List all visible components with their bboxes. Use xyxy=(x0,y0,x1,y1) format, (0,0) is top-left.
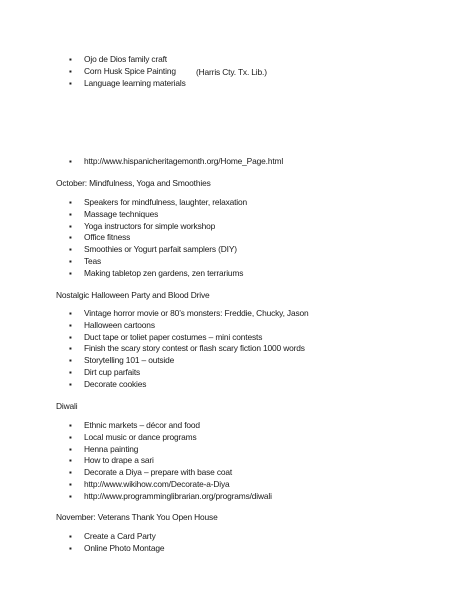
list-item xyxy=(68,308,309,320)
section-heading-november: November: Veterans Thank You Open House xyxy=(56,512,218,522)
list-item-text: Halloween cartoons xyxy=(84,319,155,330)
list-item-link[interactable]: http://www.wikihow.com/Decorate-a-Diya xyxy=(84,478,230,489)
list-item xyxy=(68,268,247,280)
list-item xyxy=(68,367,309,379)
list-item xyxy=(68,467,272,479)
bullet-icon: ▪ xyxy=(69,491,72,501)
bullet-icon: ▪ xyxy=(69,256,72,266)
section-heading-halloween: Nostalgic Halloween Party and Blood Drive xyxy=(56,290,210,300)
bullet-icon: ▪ xyxy=(69,532,72,541)
list-item-text: Making tabletop zen gardens, zen terrariums xyxy=(84,267,244,278)
list-item xyxy=(68,256,247,268)
heritage-link-list xyxy=(68,156,283,168)
list-item-text: Corn Husk Spice Painting xyxy=(84,65,176,76)
list-item xyxy=(68,197,247,209)
list-item-text: Language learning materials xyxy=(84,77,186,88)
bullet-icon: ▪ xyxy=(69,344,72,354)
list-item-link[interactable]: http://www.hispanicheritagemonth.org/Home_Page.html xyxy=(84,156,284,166)
list-item-link[interactable]: http://www.programminglibrarian.org/programs/diwali xyxy=(84,490,272,501)
list-item-text: Create a Card Party xyxy=(84,531,156,541)
list-item-text: How to drape a sari xyxy=(84,455,154,466)
section-heading-diwali: Diwali xyxy=(56,401,78,411)
list-item xyxy=(68,432,272,444)
bullet-icon: ▪ xyxy=(69,421,72,430)
corn-husk-source-note: (Harris Cty. Tx. Lib.) xyxy=(196,67,267,77)
list-item xyxy=(68,444,272,456)
list-item xyxy=(68,244,247,256)
bullet-icon: ▪ xyxy=(69,332,72,342)
bullet-icon: ▪ xyxy=(69,479,72,489)
bullet-icon: ▪ xyxy=(69,379,72,389)
list-item-text: Henna painting xyxy=(84,443,139,454)
list-item xyxy=(68,320,309,332)
bullet-icon: ▪ xyxy=(69,221,72,231)
diwali-list xyxy=(68,420,272,503)
list-item-text: Storytelling 101 – outside xyxy=(84,355,175,366)
list-item-text: Smoothies or Yogurt parfait samplers (DIY) xyxy=(84,244,237,255)
bullet-icon: ▪ xyxy=(69,432,72,442)
list-item-text: Local music or dance programs xyxy=(84,431,197,442)
list-item xyxy=(68,379,309,391)
list-item xyxy=(68,343,309,355)
list-item-text: Duct tape or toliet paper costumes – mini contests xyxy=(84,331,263,342)
list-item xyxy=(68,232,247,244)
list-item-text: Vintage horror movie or 80’s monsters: Freddie, Chucky, Jason xyxy=(84,308,309,318)
bullet-icon: ▪ xyxy=(69,320,72,330)
list-item xyxy=(68,209,247,221)
bullet-icon: ▪ xyxy=(69,444,72,454)
bullet-icon: ▪ xyxy=(69,268,72,278)
bullet-icon: ▪ xyxy=(69,233,72,243)
list-item-text: Ethnic markets – décor and food xyxy=(84,420,200,430)
bullet-icon: ▪ xyxy=(69,198,72,207)
list-item-text: Finish the scary story contest or flash scary fiction 1000 words xyxy=(84,343,305,354)
list-item-text: Yoga instructors for simple workshop xyxy=(84,220,216,231)
list-item xyxy=(68,355,309,367)
list-item xyxy=(68,54,186,66)
list-item-text: Online Photo Montage xyxy=(84,542,165,553)
list-item-text: Dirt cup parfaits xyxy=(84,366,141,377)
list-item-text: Teas xyxy=(84,255,102,266)
list-item-text: Massage techniques xyxy=(84,208,159,219)
bullet-icon: ▪ xyxy=(69,157,72,166)
bullet-icon: ▪ xyxy=(69,468,72,478)
bullet-icon: ▪ xyxy=(69,78,72,88)
bullet-icon: ▪ xyxy=(69,209,72,219)
bullet-icon: ▪ xyxy=(69,55,72,64)
bullet-icon: ▪ xyxy=(69,356,72,366)
list-item xyxy=(68,156,283,168)
list-item xyxy=(68,221,247,233)
list-item xyxy=(68,420,272,432)
list-item-text: Ojo de Dios family craft xyxy=(84,54,167,64)
bullet-icon: ▪ xyxy=(69,456,72,466)
bullet-icon: ▪ xyxy=(69,66,72,76)
halloween-list xyxy=(68,308,309,391)
intro-list xyxy=(68,54,186,89)
bullet-icon: ▪ xyxy=(69,543,72,553)
bullet-icon: ▪ xyxy=(69,309,72,318)
october-list xyxy=(68,197,247,280)
list-item xyxy=(68,78,186,90)
bullet-icon: ▪ xyxy=(69,245,72,255)
list-item-text: Office fitness xyxy=(84,232,131,243)
list-item-text: Speakers for mindfulness, laughter, relaxation xyxy=(84,197,248,207)
list-item xyxy=(68,66,186,78)
list-item xyxy=(68,491,272,503)
list-item-text: Decorate a Diya – prepare with base coat xyxy=(84,467,233,478)
bullet-icon: ▪ xyxy=(69,367,72,377)
november-list xyxy=(68,531,164,555)
list-item xyxy=(68,543,164,555)
list-item xyxy=(68,531,164,543)
list-item xyxy=(68,455,272,467)
list-item xyxy=(68,479,272,491)
section-heading-october: October: Mindfulness, Yoga and Smoothies xyxy=(56,178,211,188)
list-item-text: Decorate cookies xyxy=(84,378,147,389)
list-item xyxy=(68,332,309,344)
